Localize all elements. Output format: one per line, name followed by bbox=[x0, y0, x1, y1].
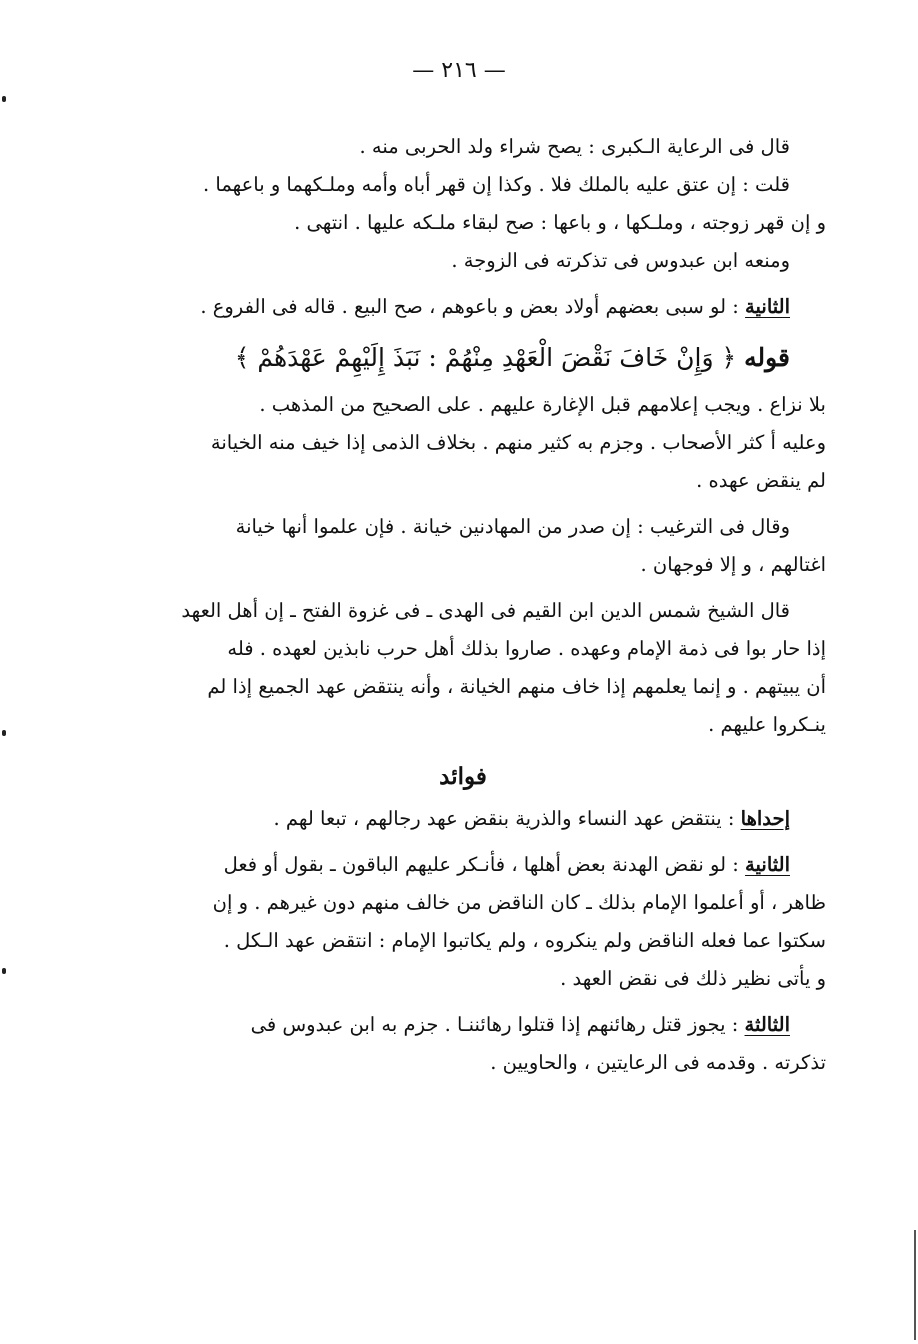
commentary-line: وعليه أ كثر الأصحاب . وجزم به كثير منهم . بخلاف الذمى إذا خيف منه الخيانة bbox=[210, 431, 826, 454]
commentary-line: وقال فى الترغيب : إن صدر من المهادنين خيانة . فإن علموا أنها خيانة bbox=[235, 515, 790, 538]
fawaid-item-line: إحداها : ينتقض عهد النساء والذرية بنقض عهد رجالهم ، تبعا لهم . bbox=[273, 807, 790, 830]
verse-text: ﴿ وَإِنْ خَافَ نَقْضَ الْعَهْدِ مِنْهُمْ : نَبَذَ إِلَيْهِمْ عَهْدَهُمْ ﴾ bbox=[234, 343, 737, 372]
item-lead-second: الثانية bbox=[745, 295, 790, 318]
body-text bbox=[100, 128, 826, 1082]
paragraph-line: قال فى الرعاية الـكبرى : يصح شراء ولد الحربى منه . bbox=[359, 135, 790, 158]
margin-mark bbox=[2, 96, 6, 102]
commentary-line: لم ينقض عهده . bbox=[696, 469, 826, 492]
paragraph-line: الثانية : لو سبى بعضهم أولاد بعض و باعوهم ، صح البيع . قاله فى الفروع . bbox=[200, 295, 790, 318]
quran-verse bbox=[100, 330, 826, 386]
section-heading-fawaid: فوائد bbox=[439, 763, 487, 790]
item-lead-third: الثالثة bbox=[744, 1013, 790, 1036]
fawaid-item-line: الثانية : لو نقض الهدنة بعض أهلها ، فأنـكر عليهم الباقون ـ بقول أو فعل bbox=[223, 853, 790, 876]
item-lead-first: إحداها bbox=[740, 807, 790, 830]
paragraph-line: ومنعه ابن عبدوس فى تذكرته فى الزوجة . bbox=[451, 249, 790, 272]
commentary-line: اغتالهم ، و إلا فوجهان . bbox=[640, 553, 826, 576]
fawaid-item-line: تذكرته . وقدمه فى الرعايتين ، والحاويين . bbox=[490, 1051, 826, 1074]
page-number: — ٢١٦ — bbox=[412, 58, 506, 83]
fawaid-item-line: سكتوا عما فعله الناقض ولم ينكروه ، ولم يكاتبوا الإمام : انتقض عهد الـكل . bbox=[223, 929, 826, 952]
paragraph-line: و إن قهر زوجته ، وملـكها ، و باعها : صح لبقاء ملـكه عليها . انتهى . bbox=[294, 211, 826, 234]
fawaid-item-line: الثالثة : يجوز قتل رهائنهم إذا قتلوا رهائننـا . جزم به ابن عبدوس فى bbox=[250, 1013, 790, 1036]
commentary-line: قال الشيخ شمس الدين ابن القيم فى الهدى ـ فى غزوة الفتح ـ إن أهل العهد bbox=[181, 599, 790, 622]
page-edge-line bbox=[914, 1230, 916, 1340]
item-lead-second: الثانية bbox=[745, 853, 790, 876]
margin-mark bbox=[2, 968, 6, 974]
commentary-line: بلا نزاع . ويجب إعلامهم قبل الإغارة عليهم . على الصحيح من المذهب . bbox=[259, 393, 826, 416]
commentary-line: أن يبيتهم . و إنما يعلمهم إذا خاف منهم الخيانة ، وأنه ينتقض عهد الجميع إذا لم bbox=[207, 675, 826, 698]
fawaid-item-line: و يأتى نظير ذلك فى نقض العهد . bbox=[560, 967, 826, 990]
fawaid-item-line: ظاهر ، أو أعلموا الإمام بذلك ـ كان الناقض من خالف منهم دون غيرهم . و إن bbox=[212, 891, 826, 914]
verse-lead: قوله bbox=[744, 343, 790, 372]
commentary-line: ينـكروا عليهم . bbox=[708, 713, 826, 736]
margin-mark bbox=[2, 730, 6, 736]
commentary-line: إذا حار بوا فى ذمة الإمام وعهده . صاروا بذلك أهل حرب نابذين لعهده . فله bbox=[227, 637, 826, 660]
paragraph-line: قلت : إن عتق عليه بالملك فلا . وكذا إن قهر أباه وأمه وملـكهما و باعهما . bbox=[203, 173, 790, 196]
